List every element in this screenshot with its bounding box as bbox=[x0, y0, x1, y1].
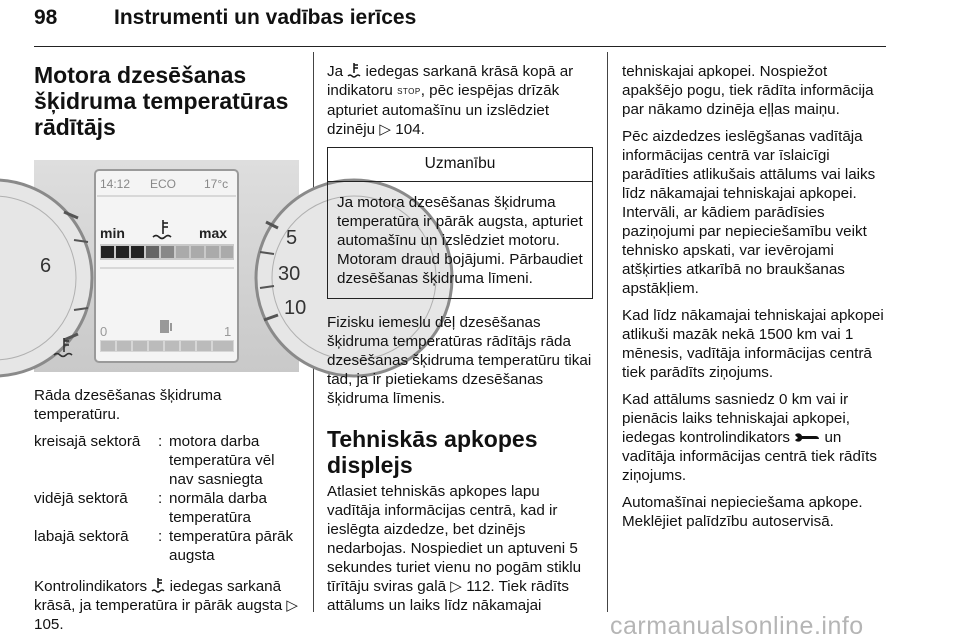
service-paragraph-1: tehniskajai apkopei. Nospiežot apakšējo pogu, tiek rādīta informācija par nākamo dzinēja eļļas maiņu. bbox=[622, 63, 874, 118]
page-ref-arrow-icon: ▷ bbox=[450, 578, 462, 595]
sector-value-left: motora darba temperatūra vēl nav sasniegta bbox=[169, 433, 275, 488]
heading-coolant-gauge: Motora dzesēšanas šķidruma temperatūras rādītājs bbox=[34, 62, 289, 140]
right-dial-number-mid: 30 bbox=[278, 263, 301, 285]
column-2 bbox=[327, 62, 593, 623]
coolant-temp-icon bbox=[151, 577, 165, 593]
sector-table bbox=[34, 432, 299, 565]
page-header bbox=[34, 6, 886, 47]
display-time: 14:12 bbox=[100, 177, 131, 191]
service-paragraph-5: Automašīnai nepieciešama apkope. Meklējiet palīdzību autoservisā. bbox=[622, 494, 863, 530]
caution-text: Ja motora dzesēšanas šķidruma temperatūra ir pārāk augsta, apturiet automašīnu un izslēdziet motoru. Motoram draud bojājumi. Pārbaudiet dzesēšanas šķidruma līmeni. bbox=[337, 194, 583, 287]
service-display-paragraph: Atlasiet tehniskās apkopes lapu vadītāja informācijas centrā, kad ir ieslēgta aizdedze, bet dzinējs nedarbojas. Nospiediet un aptuveni 5 sekundes turiet vienu no pogām stiklu tīrītāju sviras galā ▷ 112. Tiek rādīts attālums un laiks līdz nākamajai bbox=[327, 483, 582, 614]
fuel-zero-label: 0 bbox=[100, 324, 108, 339]
caution-box bbox=[327, 147, 593, 299]
coolant-temp-icon bbox=[347, 62, 361, 78]
indicator-paragraph: Kontrolindikators iedegas sarkanā krāsā, ja temperatūra ir pārāk augsta ▷ 105. bbox=[34, 578, 299, 633]
watermark: carmanualsonline.info bbox=[610, 612, 864, 640]
sector-value-right: temperatūra pārāk augsta bbox=[169, 528, 294, 564]
gauge-max-label: max bbox=[199, 225, 228, 241]
intro-text: Rāda dzesēšanas šķidruma temperatūru. bbox=[34, 387, 222, 423]
service-paragraph-3: Kad līdz nākamajai tehniskajai apkopei atlikuši mazāk nekā 1500 km vai 1 mēnesis, vadītāja informācijas centrā tiek parādīts ziņojums. bbox=[622, 307, 884, 381]
physical-reason-paragraph: Fizisku iemeslu dēļ dzesēšanas šķidruma temperatūras rādītājs rāda dzesēšanas šķidruma temperatūru tikai tad, ja ir pietiekams dzesēšanas šķidruma līmenis. bbox=[327, 314, 592, 407]
section-title: Instrumenti un vadības ierīces bbox=[114, 6, 417, 29]
sector-label-right: labajā sektorā bbox=[34, 528, 129, 545]
instrument-cluster-illustration bbox=[34, 160, 307, 372]
sector-value-middle: normāla darba temperatūra bbox=[169, 490, 267, 526]
page-number: 98 bbox=[34, 6, 58, 29]
coolant-gauge-image bbox=[34, 160, 307, 372]
page-ref-link[interactable]: 104. bbox=[395, 121, 425, 138]
page-ref-arrow-icon: ▷ bbox=[379, 121, 392, 138]
left-dial-number: 6 bbox=[40, 255, 52, 277]
service-paragraph-4: Kad attālums sasniedz 0 km vai ir pienācis laiks tehniskajai apkopei, iedegas kontrolindikators un vadītāja informācijas centrā tiek rādīts ziņojums. bbox=[622, 391, 877, 484]
page-ref-link[interactable]: 112. bbox=[466, 578, 495, 595]
caution-title: Uzmanību bbox=[328, 148, 592, 182]
right-dial-number-bottom: 10 bbox=[284, 297, 307, 319]
fuel-one-label: 1 bbox=[224, 324, 232, 339]
sector-sep: : bbox=[158, 433, 163, 450]
page-ref-link[interactable]: 105. bbox=[34, 616, 64, 633]
gauge-min-label: min bbox=[100, 225, 125, 241]
column-1 bbox=[34, 62, 307, 642]
display-eco: ECO bbox=[150, 177, 177, 191]
sector-label-left: kreisajā sektorā bbox=[34, 433, 141, 450]
column-divider-2 bbox=[607, 52, 608, 612]
sector-label-middle: vidējā sektorā bbox=[34, 490, 128, 507]
warning-paragraph: Ja iedegas sarkanā krāsā kopā ar indikatoru STOP, pēc iespējas drīzāk apturiet automašīnu un izslēdziet dzinēju ▷ 104. bbox=[327, 63, 574, 138]
column-3 bbox=[622, 62, 888, 539]
heading-service-display: Tehniskās apkopes displejs bbox=[327, 426, 538, 478]
wrench-icon bbox=[794, 432, 820, 444]
display-temp: 17°c bbox=[204, 177, 229, 191]
page-ref-arrow-icon: ▷ bbox=[286, 597, 299, 614]
right-dial-number-top: 5 bbox=[286, 227, 298, 249]
service-paragraph-2: Pēc aizdedzes ieslēgšanas vadītāja informācijas centrā var īslaicīgi parādīties atlikušais attālums vai laiks līdz nākamajai tehniskajai apkopei. Intervāli, ar kādiem parādīsies paziņojumi par nepieciešamību veikt tehnisko apskati, var ievērojami atšķirties atkarībā no braukšanas apstākļiem. bbox=[622, 128, 876, 297]
sector-sep: : bbox=[158, 528, 163, 545]
sector-sep: : bbox=[158, 490, 163, 507]
stop-indicator-icon: STOP bbox=[397, 87, 421, 96]
